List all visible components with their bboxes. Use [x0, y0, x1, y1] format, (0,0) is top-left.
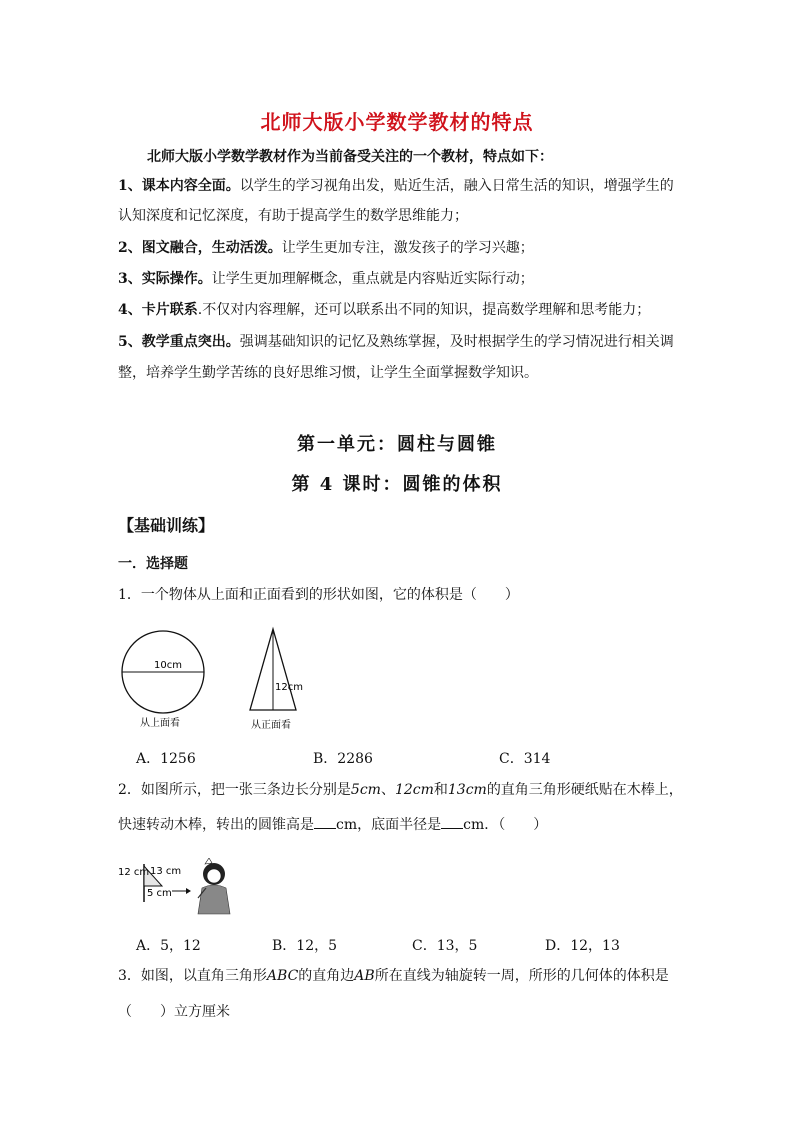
feature-3 — [118, 269, 678, 289]
top-view-caption: 从上面看 — [140, 718, 180, 729]
question-2-line-1 — [118, 780, 683, 800]
feature-num: 4、 — [118, 302, 142, 318]
q2-text-b: 的直角三角形硬纸贴在木棒上， — [486, 782, 683, 798]
q2-sep: 、 — [380, 782, 395, 798]
girl-illustration — [198, 858, 230, 914]
q2-option-a: A．5，12 — [136, 938, 201, 954]
feature-1-cont: 认知深度和记忆深度，有助于提高学生的数学思维能力； — [118, 208, 468, 224]
q2-option-c: C．13，5 — [412, 938, 478, 954]
question-1-text: 1．一个物体从上面和正面看到的形状如图，它的体积是（ ） — [118, 587, 519, 603]
fig-5cm: 5 cm — [147, 888, 172, 899]
q2-text-c: 快速转动木棒，转出的圆锥高是 — [118, 817, 314, 833]
q2-text-a: 2．如图所示，把一张三条边长分别是 — [118, 782, 351, 798]
intro-text: 北师大版小学数学教材作为当前备受关注的一个教材，特点如下： — [147, 149, 553, 165]
q2-figure — [118, 858, 238, 918]
top-view-dim: 10cm — [154, 660, 182, 671]
q2-option-d: D．12，13 — [545, 938, 620, 954]
q1-option-b: B．2286 — [313, 751, 373, 767]
feature-2 — [118, 238, 678, 258]
feature-head: 教学重点突出。 — [141, 334, 240, 350]
q1-option-a: A．1256 — [136, 751, 196, 767]
unit-title: 第一单元：圆柱与圆锥 — [297, 434, 497, 455]
fig-13cm: 13 cm — [150, 866, 182, 877]
fig-12cm: 12 cm — [118, 867, 150, 878]
feature-1 — [118, 176, 678, 196]
answer-blank[interactable] — [314, 816, 336, 829]
feature-head: 实际操作。 — [141, 271, 212, 287]
q3-text-b: 的直角边 — [298, 968, 355, 984]
q2-value-5cm: 5cm — [350, 782, 381, 798]
feature-5-cont: 整，培养学生勤学苦练的良好思维习惯，让学生全面掌握数学知识。 — [118, 365, 538, 381]
q3-abc: ABC — [266, 968, 299, 984]
feature-head: 课本内容全面。 — [141, 178, 240, 194]
feature-head: 图文融合，生动活泼。 — [141, 240, 282, 256]
q2-value-13cm: 13cm — [447, 782, 487, 798]
lesson-title: 第 4 课时：圆锥的体积 — [291, 474, 503, 495]
feature-text: 让学生更加专注，激发孩子的学习兴趣； — [281, 240, 534, 256]
feature-text: .不仅对内容理解，还可以联系出不同的知识，提高数学理解和思考能力； — [197, 302, 651, 318]
section-label: 【基础训练】 — [118, 516, 215, 535]
feature-text: 强调基础知识的记忆及熟练掌握，及时根据学生的学习情况进行相关调 — [239, 334, 674, 350]
front-view-dim: 12cm — [275, 682, 303, 693]
q2-option-b: B．12，5 — [272, 938, 338, 954]
q3-text-a: 3．如图，以直角三角形 — [118, 968, 267, 984]
q3-ab: AB — [354, 968, 375, 984]
q2-text-e: cm．（ ） — [463, 817, 548, 833]
feature-num: 1、 — [118, 178, 142, 194]
question-3-line-2: （ ）立方厘米 — [118, 1004, 230, 1020]
q2-sep: 和 — [433, 782, 448, 798]
front-view-caption: 从正面看 — [251, 720, 291, 731]
arrow-head-icon — [186, 888, 191, 894]
q3-text-c: 所在直线为轴旋转一周，所形的几何体的体积是 — [374, 968, 669, 984]
part-label: 一．选择题 — [118, 556, 188, 572]
q1-option-c: C．314 — [499, 751, 551, 767]
feature-num: 2、 — [118, 240, 142, 256]
answer-blank[interactable] — [441, 816, 463, 829]
feature-head: 卡片联系 — [141, 302, 198, 318]
question-3-line-1 — [118, 966, 669, 986]
doc-title: 北师大版小学数学教材的特点 — [260, 110, 534, 134]
feature-text: 让学生更加理解概念，重点就是内容贴近实际行动； — [211, 271, 534, 287]
feature-5 — [118, 332, 678, 352]
feature-num: 5、 — [118, 334, 142, 350]
feature-text: 以学生的学习视角出发，贴近生活，融入日常生活的知识，增强学生的 — [239, 178, 674, 194]
q1-figure — [118, 620, 318, 735]
question-2-line-2 — [118, 815, 547, 835]
q2-text-d: cm，底面半径是 — [336, 817, 442, 833]
feature-num: 3、 — [118, 271, 142, 287]
q2-value-12cm: 12cm — [394, 782, 434, 798]
feature-4 — [118, 300, 678, 320]
